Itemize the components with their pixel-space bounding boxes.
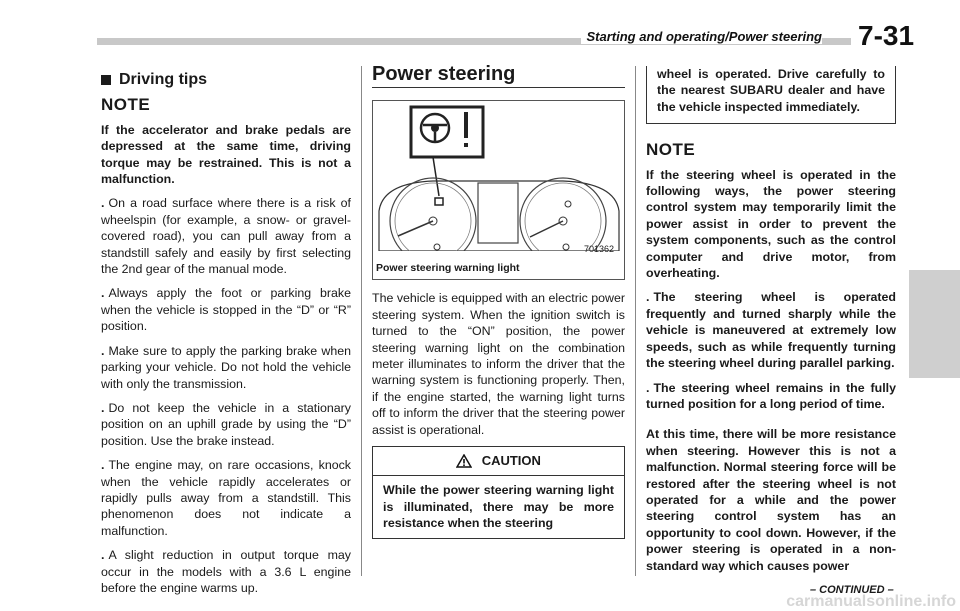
list-item: . Do not keep the vehicle in a stationary position on an uphill grade by using the “D” position. Use the brake instead. — [101, 400, 351, 448]
bullet-icon: . — [646, 290, 650, 305]
figure-code: 701362 — [583, 244, 614, 254]
section-title: Power steering — [372, 66, 625, 88]
list-item: . Always apply the foot or parking brake when the vehicle is stopped in the “D” or “R” position. — [101, 286, 351, 334]
column-right — [646, 66, 896, 582]
continued-marker: – CONTINUED – — [810, 584, 894, 596]
bullet-icon: . — [101, 548, 105, 563]
instrument-cluster-figure — [372, 100, 625, 280]
page-number: 7-31 — [858, 20, 915, 51]
list-item: . The engine may, on rare occasions, knock when the vehicle rapidly accelerates or rapidly pulls away from a standstill. This phenomenon does not indicate a malfunction. — [101, 458, 351, 538]
section-title: Driving tips — [119, 71, 208, 88]
running-header: Starting and operating/Power steering — [581, 29, 822, 44]
column-left — [101, 66, 351, 604]
caution-heading: CAUTION — [373, 453, 624, 476]
caution-text: While the power steering warning light is illuminated, there may be more resistance when the steering — [383, 483, 614, 531]
chapter-tab — [909, 270, 960, 378]
list-item: . On a road surface where there is a risk of wheelspin (for example, a snow- or gravel-covered road), you can pull away from a standstill safely and easily by first selecting the 2nd gear of the manual mode. — [101, 196, 351, 277]
list-item: . Make sure to apply the parking brake when parking your vehicle. Do not hold the vehicle with only the transmission. — [101, 343, 351, 391]
combination-meter-illustration — [373, 101, 624, 251]
list-item: . A slight reduction in output torque may occur in the models with a 3.6 L engine before the engine warms up. — [101, 548, 351, 595]
closing-text: At this time, there will be more resistance when steering. However this is not a malfunction. Normal steering force will be restored after the steering wheel is not operated for a while and the power steering control system has an opportunity to cool down. However, if the power steering is operated in a non-standard way which causes power — [646, 427, 896, 573]
list-item: . The steering wheel remains in the fully turned position for a long period of time. — [646, 380, 896, 411]
list-item: . The steering wheel is operated frequently and turned sharply while the vehicle is maneuvered at extremely low speeds, such as while frequently turning the steering wheel during parallel parking. — [646, 290, 896, 371]
section-marker-icon — [101, 75, 111, 85]
bullet-icon: . — [101, 286, 105, 301]
column-divider — [635, 66, 636, 576]
watermark: carmanualsonline.info — [786, 593, 956, 610]
bullet-icon: . — [101, 196, 105, 211]
figure-caption: Power steering warning light — [376, 262, 520, 274]
warning-triangle-icon — [456, 454, 472, 468]
note-text: If the accelerator and brake pedals are depressed at the same time, driving torque may be restrained. This is not a malfunction. — [101, 122, 351, 187]
note-heading: NOTE — [101, 95, 151, 115]
bullet-icon: . — [101, 343, 105, 358]
column-middle — [372, 63, 625, 539]
body-text: The vehicle is equipped with an electric power steering system. When the ignition switch is turned to the “ON” position, the power steering warning light on the combination meter illuminates to inform the driver that the warning system is functioning properly. Then, if the engine started, the warning light turns off to inform the driver that the steering power assist is operational. — [372, 291, 625, 437]
bullet-icon: . — [646, 380, 650, 395]
caution-continued: wheel is operated. Drive carefully to the nearest SUBARU dealer and have the vehicle inspected immediately. — [646, 66, 896, 124]
note-heading: NOTE — [646, 140, 696, 160]
bullet-icon: . — [101, 458, 105, 473]
bullet-icon: . — [101, 400, 105, 415]
caution-box — [372, 446, 625, 539]
note-intro: If the steering wheel is operated in the following ways, the power steering control system may temporarily limit the power assist in order to prevent the system components, such as the control computer and drive motor, from overheating. — [646, 167, 896, 281]
section-heading — [101, 72, 351, 88]
column-divider — [361, 66, 362, 576]
